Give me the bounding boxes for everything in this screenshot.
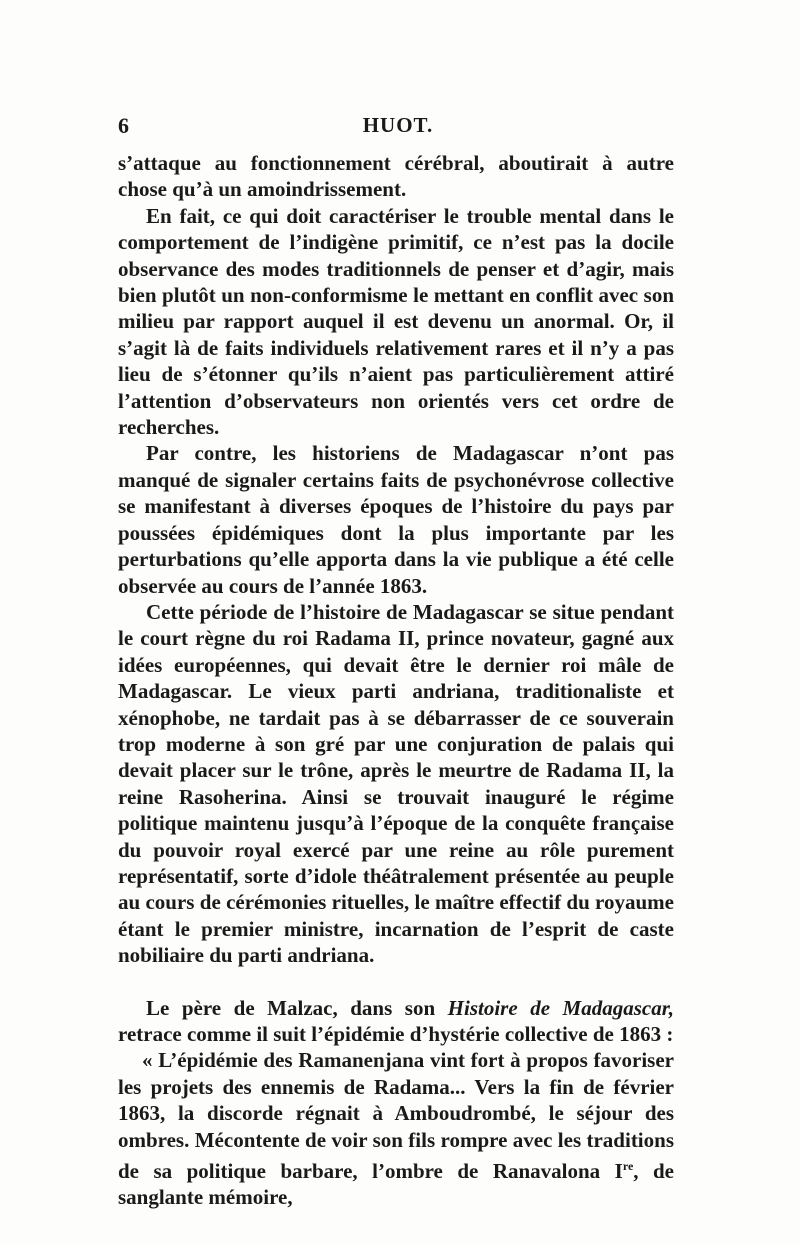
page-number: 6 <box>118 113 129 138</box>
citation-paragraph <box>118 995 674 1048</box>
quote-text: , de sanglante mémoire, <box>118 1159 675 1210</box>
book-title: Histoire de Madagascar, <box>447 995 674 1020</box>
running-head: HUOT. <box>362 113 434 137</box>
ordinal-superscript: re <box>622 1159 634 1174</box>
citation-text: retrace comme il suit l’épidémie d’hystérie collective de 1863 : <box>118 1022 674 1046</box>
quote-paragraph <box>118 1047 674 1210</box>
paragraph: En fait, ce qui doit caractériser le trouble mental dans le comportement de l’indigène primitif, ce n’est pas la docile observance des modes traditionnels de penser et d’agir, mais bien plutôt un non-conformisme le mettant en conflit avec son milieu par rapport auquel il est devenu un anormal. Or, il s’agit là de faits individuels relativement rares et il n’y a pas lieu de s’étonner qu’ils n’aient pas particulièrement attiré l’attention d’observateurs non orientés vers cet ordre de recherches. <box>118 203 674 440</box>
paragraph: Cette période de l’histoire de Madagascar se situe pendant le court règne du roi Radama II, prince novateur, gagné aux idées européennes, qui devait être le dernier roi mâle de Madagascar. Le vieux parti andriana, traditionaliste et xénophobe, ne tardait pas à se débarrasser de ce souverain trop moderne à son gré par une conjuration de palais qui devait placer sur le trône, après le meurtre de Radama II, la reine Rasoherina. Ainsi se trouvait inauguré le régime politique maintenu jusqu’à l’époque de la conquête française du pouvoir royal exercé par une reine au rôle purement représentatif, sorte d’idole théâtralement présentée au peuple au cours de cérémonies rituelles, le maître effectif du royaume étant le premier ministre, incarnation de l’esprit de caste nobiliaire du parti andriana. <box>118 599 674 968</box>
quote-text: « L’épidémie des Ramanenjana vint fort à propos favoriser les projets des ennemis de Radama... Vers la fin de février 1863, la discorde régnait à Amboudrombé, le séjour des ombres. Mécontente de voir son fils rompre avec les traditions de sa politique barbare, l’ombre de Ranavalona I <box>118 1048 674 1184</box>
paragraph: s’attaque au fonctionnement cérébral, aboutirait à autre chose qu’à un amoindrissement. <box>118 151 674 202</box>
paragraph: Par contre, les historiens de Madagascar n’ont pas manqué de signaler certains faits de psychonévrose collective se manifestant à diverses époques de l’histoire du pays par poussées épidémiques dont la plus importante par les perturbations qu’elle apporta dans la vie publique a été celle observée au cours de l’année 1863. <box>118 441 674 598</box>
page-body <box>118 150 674 1211</box>
citation-text: Le père de Malzac, dans son <box>146 995 448 1020</box>
page-header <box>118 113 678 141</box>
